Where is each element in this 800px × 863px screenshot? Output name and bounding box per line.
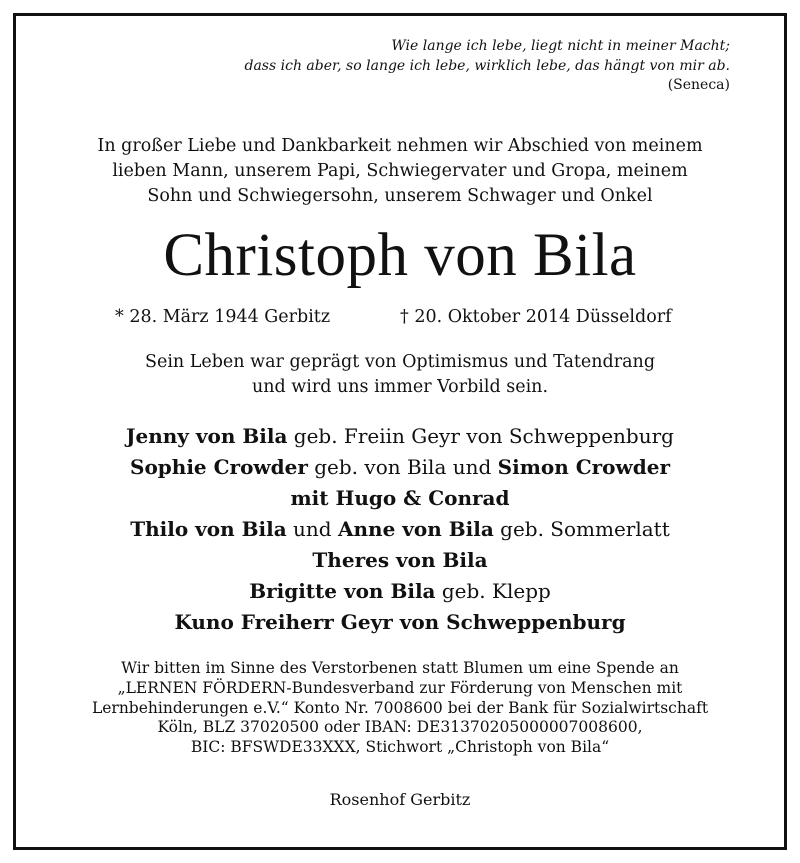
donation-request [0, 659, 800, 758]
mourner-name: mit Hugo & Conrad [290, 486, 510, 510]
intro-text [0, 134, 800, 209]
intro-line: Sohn und Schwiegersohn, unserem Schwager und Onkel [147, 186, 653, 206]
intro-line: lieben Mann, unserem Papi, Schwiegervater und Gropa, meinem [112, 161, 688, 181]
life-line: und wird uns immer Vorbild sein. [251, 377, 549, 397]
mourner-row: Jenny von Bila geb. Freiin Geyr von Schweppenburg [126, 424, 674, 448]
mourner-row [0, 483, 800, 514]
donation-line: „LERNEN FÖRDERN-Bundesverband zur Förderung von Menschen mit [117, 678, 683, 697]
mourner-name: Anne von Bila [337, 517, 494, 541]
life-line: Sein Leben war geprägt von Optimismus und Tatendrang [144, 352, 656, 372]
intro-line: In großer Liebe und Dankbarkeit nehmen wir Abschied von meinem [97, 136, 703, 156]
donation-line: Wir bitten im Sinne des Verstorbenen statt Blumen um eine Spende an [121, 659, 679, 677]
mourners-list [0, 421, 800, 638]
mourner-name: Kuno Freiherr Geyr von Schweppenburg [174, 610, 626, 634]
death-date: † 20. Oktober 2014 Düsseldorf [400, 307, 672, 327]
mourner-row: Brigitte von Bila geb. Klepp [249, 579, 551, 603]
mourner-name: Sophie Crowder [130, 455, 308, 479]
mourner-name: Jenny von Bila [126, 424, 288, 448]
donation-line: BIC: BFSWDE33XXX, Stichwort „Christoph von Bila“ [190, 738, 610, 757]
mourner-row [0, 545, 800, 576]
mourner-name: Thilo von Bila [130, 517, 287, 541]
life-statement [0, 350, 800, 400]
quote-line: dass ich aber, so lange ich lebe, wirklich lebe, das hängt von mir ab. [244, 57, 730, 74]
mourner-name: Brigitte von Bila [249, 579, 436, 603]
mourner-name: Simon Crowder [497, 455, 670, 479]
mourner-row: Sophie Crowder geb. von Bila und Simon Crowder [130, 455, 670, 479]
donation-line: Lernbehinderungen e.V.“ Konto Nr. 7008600 bei der Bank für Sozialwirtschaft [91, 698, 709, 717]
mourner-name: Theres von Bila [312, 548, 488, 572]
epigraph-quote [245, 37, 731, 96]
residence-place: Rosenhof Gerbitz [329, 790, 471, 809]
mourner-row [0, 607, 800, 638]
donation-line: Köln, BLZ 37020500 oder IBAN: DE31370205000007008600, [157, 718, 643, 737]
quote-source: (Seneca) [667, 77, 730, 93]
deceased-name: Christoph von Bila [163, 222, 637, 289]
mourner-row: Thilo von Bila und Anne von Bila geb. Sommerlatt [130, 517, 670, 541]
quote-line: Wie lange ich lebe, liegt nicht in meiner Macht; [391, 38, 730, 54]
birth-date: * 28. März 1944 Gerbitz [115, 307, 331, 327]
